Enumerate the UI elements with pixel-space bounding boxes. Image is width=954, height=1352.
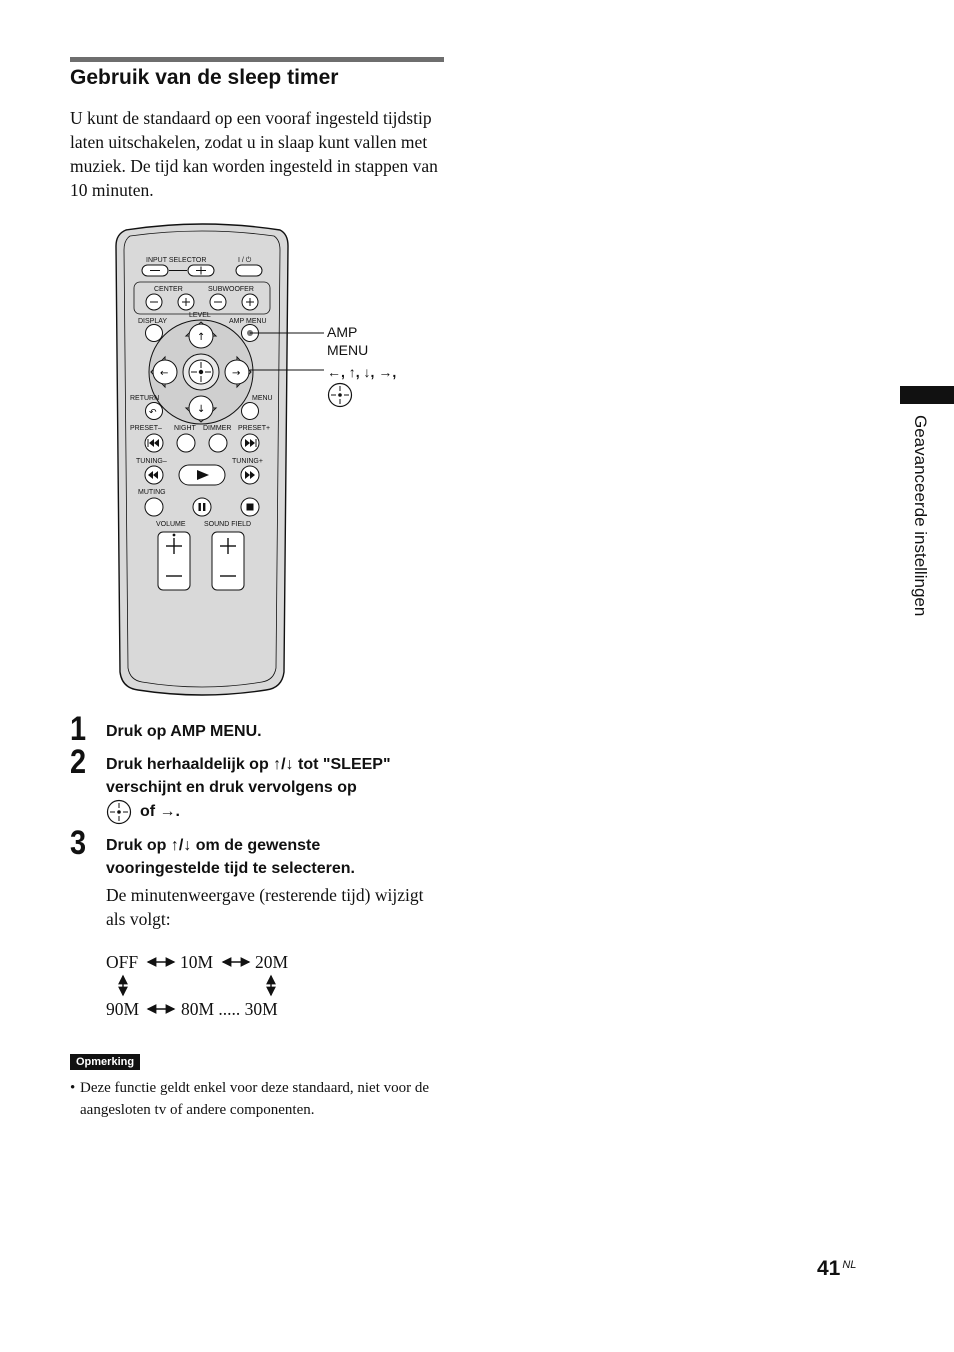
remote-label-volume: VOLUME <box>156 521 186 528</box>
sequence-10m: 10M <box>180 952 214 972</box>
remote-label-night: NIGHT <box>174 425 196 432</box>
remote-label-display: DISPLAY <box>138 318 168 325</box>
svg-text:←: ← <box>160 368 169 379</box>
callout-amp-menu <box>327 323 368 359</box>
remote-label-preset-plus: PRESET+ <box>238 425 271 432</box>
remote-label-tuning-plus: TUNING+ <box>232 458 263 465</box>
remote-label-power: I / ⏻ <box>238 257 252 264</box>
remote-label-level: LEVEL <box>189 312 211 319</box>
remote-label-return: RETURN <box>130 395 160 402</box>
page-number-value: 41 <box>817 1257 841 1280</box>
section-title: Gebruik van de sleep timer <box>70 66 339 89</box>
sequence-20m: 20M <box>255 952 289 972</box>
remote-label-input-selector: INPUT SELECTOR <box>146 257 207 264</box>
step-number-1: 1 <box>70 710 87 748</box>
joystick-center-icon <box>327 382 353 408</box>
step-3-text <box>106 834 446 880</box>
callout-amp-menu-line2: MENU <box>327 342 369 358</box>
step-2-line2: verschijnt en druk vervolgens op <box>106 779 357 796</box>
sequence-90m: 90M <box>106 999 140 1019</box>
svg-text:↑: ↑ <box>197 332 206 343</box>
section-rule <box>70 57 444 62</box>
step-2-line3 <box>106 799 446 825</box>
remote-label-menu: MENU <box>252 395 273 402</box>
side-tab-marker <box>900 386 954 404</box>
remote-label-center: CENTER <box>154 286 183 293</box>
remote-label-subwoofer: SUBWOOFER <box>208 286 254 293</box>
step-2-text <box>106 753 446 825</box>
remote-control-illustration <box>112 222 292 700</box>
step-3-line2: vooringestelde tijd te selecteren. <box>106 860 355 877</box>
svg-text:↓: ↓ <box>197 404 206 415</box>
note-badge: Opmerking <box>70 1054 140 1070</box>
callout-arrows: ←, ↑, ↓, →, <box>327 364 397 380</box>
callout-amp-menu-line1: AMP <box>327 324 358 340</box>
page-number <box>817 1257 856 1281</box>
svg-text:↶: ↶ <box>149 408 157 418</box>
step-1-text: Druk op AMP MENU. <box>106 723 262 740</box>
note-text-body: Deze functie geldt enkel voor deze standaard, niet voor de aangesloten tv of andere componenten. <box>80 1080 430 1118</box>
sequence-off: OFF <box>106 952 139 972</box>
svg-text:→: → <box>232 368 241 379</box>
remote-label-sound-field: SOUND FIELD <box>204 521 252 528</box>
intro-paragraph: U kunt de standaard op een vooraf ingesteld tijdstip laten uitschakelen, zodat u in slaap kunt vallen met muziek. De tijd kan worden ingesteld in stappen van 10 minuten. <box>70 108 438 200</box>
remote-label-muting: MUTING <box>138 489 166 496</box>
note-bullet: • <box>70 1080 76 1096</box>
joystick-center-icon <box>106 799 132 825</box>
remote-label-preset-minus: PRESET– <box>130 425 162 432</box>
step-number-2: 2 <box>70 743 87 781</box>
step-2-line1: Druk herhaaldelijk op ↑/↓ tot "SLEEP" <box>106 756 391 773</box>
side-tab-label: Geavanceerde instellingen <box>911 415 930 617</box>
step-3-line1: Druk op ↑/↓ om de gewenste <box>106 837 321 854</box>
remote-label-amp-menu: AMP MENU <box>229 318 267 325</box>
step-number-3: 3 <box>70 824 87 862</box>
step-3-subtext: De minutenweergave (resterende tijd) wijzigt als volgt: <box>106 885 424 929</box>
note-text <box>70 1077 440 1121</box>
page-number-suffix: NL <box>842 1259 857 1271</box>
step-2-line3-text: of →. <box>140 803 180 821</box>
remote-label-tuning-minus: TUNING– <box>136 458 167 465</box>
sequence-80m-30m: 80M ..... 30M <box>181 999 278 1019</box>
callout-leader-lines <box>250 330 330 376</box>
remote-label-dimmer: DIMMER <box>203 425 232 432</box>
sequence-arrows <box>100 950 300 1020</box>
